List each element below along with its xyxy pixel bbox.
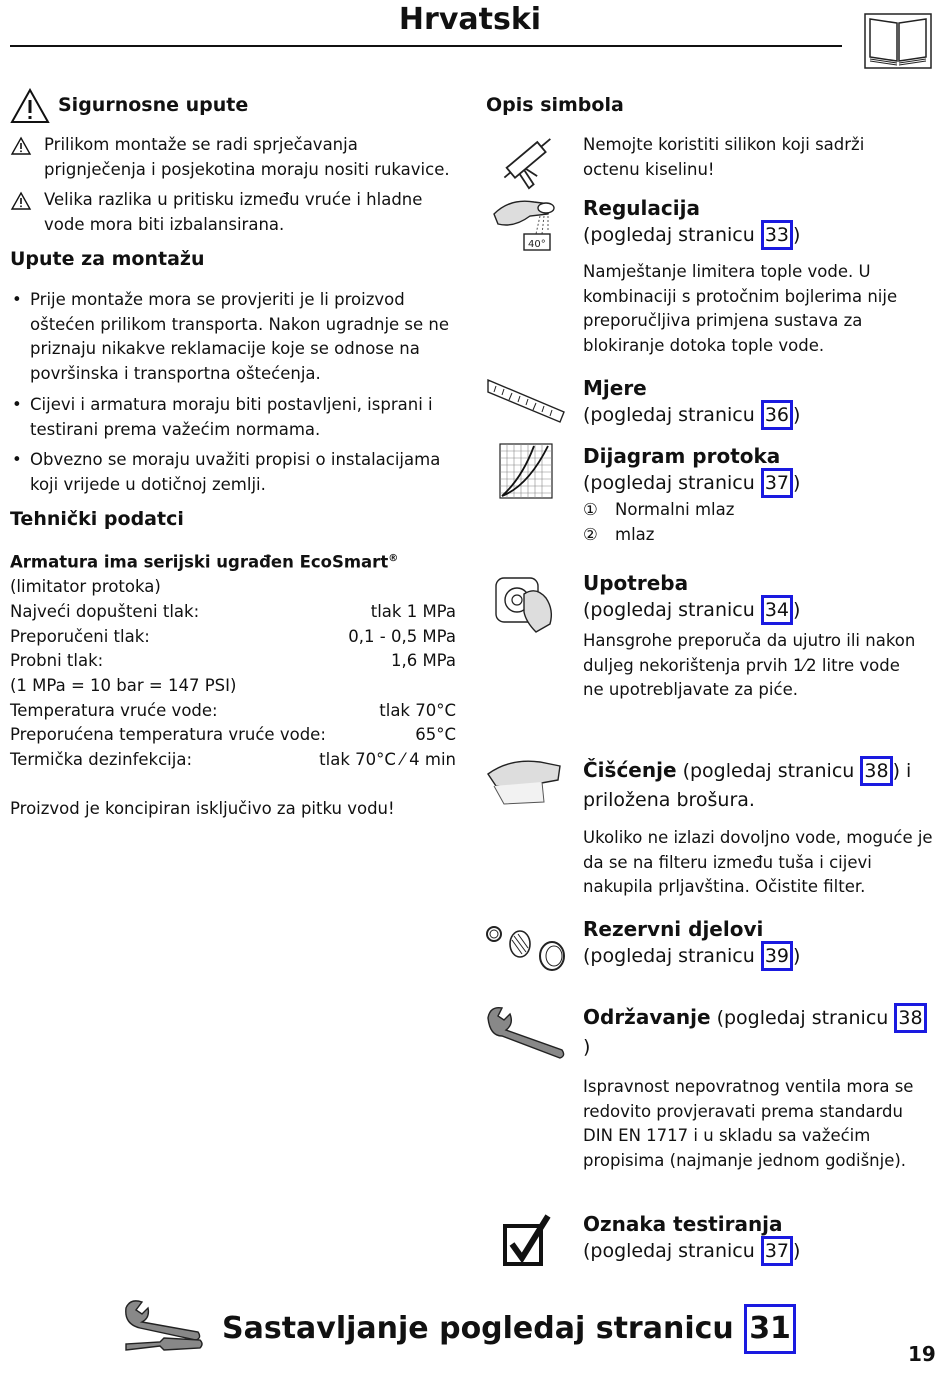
page-link[interactable]: 31 bbox=[744, 1304, 796, 1354]
page-reference bbox=[583, 220, 923, 250]
silicone-text: Nemojte koristiti silikon koji sadrži octenu kiselinu! bbox=[583, 135, 865, 179]
spec-label: Probni tlak: bbox=[10, 651, 104, 671]
spec-value: tlak 70°C ⁄ 4 min bbox=[319, 750, 456, 770]
upotreba-title: Upotreba bbox=[583, 571, 689, 595]
spec-value: 0,1 - 0,5 MPa bbox=[348, 626, 456, 646]
assembly-text: Sastavljanje pogledaj stranicu bbox=[222, 1311, 745, 1346]
ref-prefix: (pogledaj stranicu bbox=[583, 599, 761, 621]
page-reference bbox=[583, 400, 923, 430]
oznaka-block bbox=[583, 1212, 923, 1266]
technical-footer: Proizvod je koncipiran isključivo za pitku vodu! bbox=[10, 798, 395, 818]
ref-prefix: (pogledaj stranicu bbox=[583, 404, 761, 426]
legend-number: ② bbox=[583, 524, 598, 544]
legend-label: mlaz bbox=[615, 524, 655, 544]
ref-suffix: ) bbox=[793, 224, 801, 246]
page-link[interactable]: 39 bbox=[761, 941, 793, 971]
assembly-heading bbox=[222, 1304, 796, 1354]
spec-row bbox=[10, 699, 456, 724]
thermostat-hand-icon bbox=[490, 194, 558, 256]
mjere-title: Mjere bbox=[583, 376, 647, 400]
page-link[interactable]: 37 bbox=[761, 468, 793, 498]
ciscenje-block bbox=[583, 756, 933, 900]
technical-block bbox=[10, 547, 456, 822]
cleaning-cloth-icon bbox=[484, 756, 564, 806]
odrzavanje-title: Održavanje bbox=[583, 1005, 711, 1029]
page-title: Hrvatski bbox=[398, 2, 542, 37]
spec-label: Temperatura vruće vode: bbox=[10, 700, 218, 720]
list-item: • Cijevi i armatura moraju biti postavljeni, isprani i testirani prema važećim normama. bbox=[10, 393, 460, 442]
list-item: • Prije montaže mora se provjeriti je li proizvod oštećen prilikom transporta. Nakon ugradnje se ne priznaju nikakve reklamacije koje se odnose na površinska i transportna oštećenja. bbox=[10, 288, 460, 387]
safety-item-text: Velika razlika u pritisku između vruće i hladne vode mora biti izbalansirana. bbox=[44, 190, 423, 235]
diagram-legend-item bbox=[583, 523, 923, 548]
ref-prefix: (pogledaj stranicu bbox=[583, 945, 761, 967]
ref-prefix: (pogledaj stranicu bbox=[583, 1240, 761, 1262]
spec-row bbox=[10, 625, 456, 650]
ref-prefix: (pogledaj stranicu bbox=[583, 224, 761, 246]
page-link[interactable]: 36 bbox=[761, 400, 793, 430]
page-reference bbox=[583, 595, 923, 625]
odrzavanje-block bbox=[583, 1003, 933, 1174]
ref-suffix: ) bbox=[793, 945, 801, 967]
symbols-heading: Opis simbola bbox=[486, 94, 624, 116]
mjere-block bbox=[583, 376, 923, 430]
spec-label: Preporućena temperatura vruće vode: bbox=[10, 725, 326, 745]
safety-item bbox=[10, 188, 460, 237]
safety-item bbox=[10, 133, 460, 182]
warning-triangle-icon bbox=[10, 88, 50, 124]
spec-row bbox=[10, 600, 456, 625]
spec-row bbox=[10, 748, 456, 773]
legend-label: Normalni mlaz bbox=[615, 500, 735, 519]
regulacija-title: Regulacija bbox=[583, 196, 700, 220]
regulacija-text: Namještanje limitera tople vode. U kombinaciji s protočnim bojlerima nije preporučljiva primjena sustava za blokiranje dotoka tople vode. bbox=[583, 262, 898, 356]
dijagram-block bbox=[583, 444, 923, 547]
ref-suffix: ) bbox=[583, 1036, 591, 1058]
rezervni-title: Rezervni djelovi bbox=[583, 917, 764, 941]
page-link[interactable]: 38 bbox=[894, 1003, 926, 1033]
spec-value: 1,6 MPa bbox=[390, 651, 456, 671]
tools-icon bbox=[120, 1298, 204, 1362]
rezervni-block bbox=[583, 917, 923, 971]
ruler-icon bbox=[486, 376, 566, 426]
silicone-gun-icon bbox=[496, 126, 560, 192]
page-link[interactable]: 34 bbox=[761, 595, 793, 625]
page-link[interactable]: 33 bbox=[761, 220, 793, 250]
ref-suffix: ) bbox=[793, 1240, 801, 1262]
page-reference bbox=[583, 468, 923, 498]
ref-suffix: ) bbox=[793, 599, 801, 621]
spec-row bbox=[10, 723, 456, 748]
ref-prefix: (pogledaj stranicu bbox=[716, 1007, 895, 1029]
legend-number: ① bbox=[583, 500, 598, 519]
spare-parts-icon bbox=[482, 918, 570, 978]
spec-row bbox=[10, 674, 456, 699]
spec-value: 65°C bbox=[415, 725, 456, 745]
page-reference bbox=[583, 941, 923, 971]
regulacija-block bbox=[583, 196, 923, 359]
ref-prefix: (pogledaj stranicu bbox=[682, 760, 861, 782]
ciscenje-tail: i bbox=[899, 760, 912, 782]
ref-suffix: ) bbox=[793, 404, 801, 426]
upotreba-text: Hansgrohe preporuča da ujutro ili nakon duljeg nekorištenja prvih 1⁄2 litre vode ne upotrebljavate za piće. bbox=[583, 631, 916, 700]
spec-label: Preporučeni tlak: bbox=[10, 626, 150, 646]
spec-label: Termička dezinfekcija: bbox=[10, 750, 193, 770]
ciscenje-text: Ukoliko ne izlazi dovoljno vode, moguće je da se na filteru između tuša i cijevi nakupila prljavština. Očistite filter. bbox=[583, 828, 933, 897]
page-reference bbox=[583, 1236, 923, 1266]
spec-label: (1 MPa = 10 bar = 147 PSI) bbox=[10, 676, 237, 696]
list-item: • Obvezno se moraju uvažiti propisi o instalacijama koji vrijede u dotičnoj zemlji. bbox=[10, 448, 460, 497]
registered-mark: ® bbox=[388, 553, 399, 564]
technical-subtitle-text: Armatura ima serijski ugrađen EcoSmart bbox=[10, 552, 389, 572]
book-icon bbox=[864, 13, 932, 69]
header-rule bbox=[10, 45, 842, 47]
spec-value: tlak 70°C bbox=[379, 700, 456, 720]
spec-label: Najveći dopušteni tlak: bbox=[10, 601, 200, 621]
display-temp: 40° bbox=[528, 239, 546, 250]
page-link[interactable]: 38 bbox=[860, 756, 892, 786]
technical-heading: Tehnički podatci bbox=[10, 508, 184, 530]
spec-row bbox=[10, 649, 456, 674]
spec-value: tlak 1 MPa bbox=[370, 601, 456, 621]
safety-item-text: Prilikom montaže se radi sprječavanja prignječenja i posjekotina moraju nositi rukavice. bbox=[44, 135, 450, 179]
wrench-icon bbox=[484, 1004, 568, 1062]
ref-suffix: ) bbox=[892, 760, 900, 782]
technical-note: (limitator protoka) bbox=[10, 577, 161, 597]
technical-subtitle bbox=[10, 547, 456, 575]
ref-suffix: ) bbox=[793, 472, 801, 494]
dijagram-title: Dijagram protoka bbox=[583, 444, 781, 468]
checkmark-box-icon bbox=[502, 1212, 552, 1268]
hand-valve-icon bbox=[490, 572, 560, 634]
flow-diagram-icon bbox=[498, 442, 554, 500]
installation-list bbox=[10, 288, 460, 504]
warning-icon bbox=[10, 191, 32, 211]
safety-heading: Sigurnosne upute bbox=[58, 94, 249, 116]
warning-icon bbox=[10, 136, 32, 156]
odrzavanje-heading bbox=[583, 1003, 933, 1061]
odrzavanje-text: Ispravnost nepovratnog ventila mora se redovito provjeravati prema standardu DIN EN 1717 i u skladu sa važećim propisima (najmanje jednom godišnje). bbox=[583, 1077, 914, 1171]
oznaka-title: Oznaka testiranja bbox=[583, 1212, 783, 1236]
upotreba-block bbox=[583, 571, 923, 703]
diagram-legend-item bbox=[583, 498, 923, 523]
page-link[interactable]: 37 bbox=[761, 1236, 793, 1266]
ciscenje-heading bbox=[583, 756, 933, 786]
ref-prefix: (pogledaj stranicu bbox=[583, 472, 761, 494]
ciscenje-title: Čišćenje bbox=[583, 758, 677, 782]
ciscenje-line2: priložena brošura. bbox=[583, 789, 755, 811]
installation-heading: Upute za montažu bbox=[10, 248, 205, 270]
page-number: 19 bbox=[908, 1342, 936, 1366]
